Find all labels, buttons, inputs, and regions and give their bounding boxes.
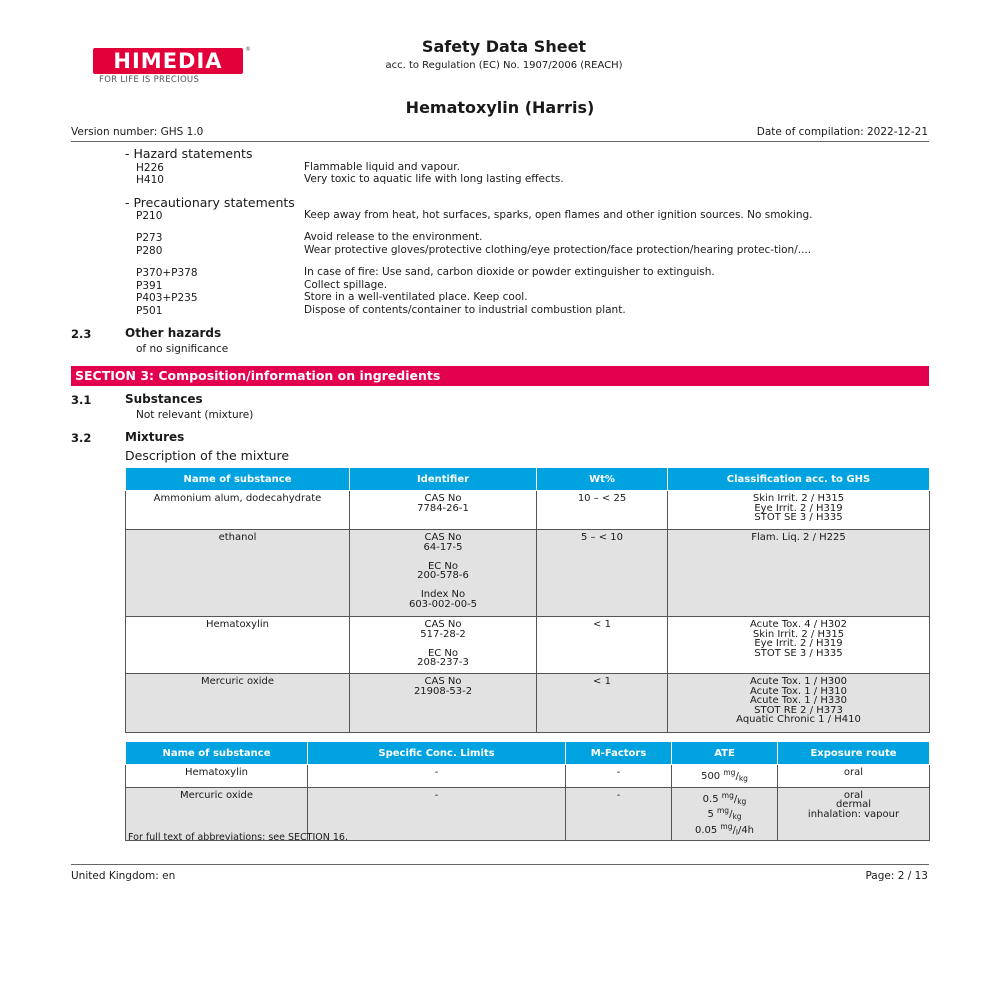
section-3-title: SECTION 3: Composition/information on ingredients: [75, 368, 441, 383]
column-header: Wt%: [537, 468, 668, 491]
precautionary-statements-heading: - Precautionary statements: [125, 195, 295, 210]
hazard-text: Flammable liquid and vapour.: [304, 161, 460, 173]
precaution-code: P210: [136, 210, 163, 222]
document-subtitle: acc. to Regulation (EC) No. 1907/2006 (REACH): [385, 60, 623, 71]
identifier-line: Index No: [420, 589, 466, 600]
classification-line: Eye Irrit. 2 / H319: [754, 638, 843, 649]
logo-tagline: FOR LIFE IS PRECIOUS: [99, 75, 200, 85]
column-header: Exposure route: [778, 742, 930, 765]
identifier-line: 64-17-5: [423, 541, 463, 553]
exposure-route-cell: [778, 765, 930, 788]
table-row: [126, 765, 930, 788]
version-number: Version number: GHS 1.0: [71, 126, 204, 138]
ate-suffix: /4h: [737, 824, 755, 836]
document-title: Safety Data Sheet: [421, 37, 587, 56]
table-row: [126, 530, 930, 617]
exposure-route: oral: [843, 789, 864, 801]
identifier-line: CAS No: [424, 619, 462, 630]
classification-line: STOT RE 2 / H373: [754, 704, 843, 716]
column-header: ATE: [672, 742, 778, 765]
compilation-date: Date of compilation: 2022-12-21: [756, 126, 928, 138]
classification-line: Eye Irrit. 2 / H319: [754, 502, 843, 514]
precaution-text: Collect spillage.: [304, 279, 388, 291]
classification-line: Acute Tox. 1 / H330: [750, 695, 847, 706]
ate-number: 0.5: [702, 793, 719, 805]
weight-percent-cell: < 1: [537, 674, 668, 733]
identifier-cell: [350, 530, 537, 617]
precaution-code: P403+P235: [136, 292, 198, 304]
mixture-description: Description of the mixture: [125, 448, 290, 463]
table-header-row: [126, 742, 930, 765]
other-hazards-text: of no significance: [136, 343, 229, 355]
substance-name-cell: ethanol: [126, 530, 350, 617]
hazard-code: H410: [136, 174, 164, 186]
ate-unit-numerator: mg: [717, 806, 730, 815]
precaution-text: Wear protective gloves/protective clothing/eye protection/face protection/hearing protec-tion/....: [304, 244, 812, 256]
identifier-cell: [350, 617, 537, 674]
identifier-line: EC No: [427, 560, 459, 572]
classification-line: Skin Irrit. 2 / H315: [752, 493, 845, 504]
precaution-text: Avoid release to the environment.: [304, 231, 483, 243]
table-header-row: [126, 468, 930, 491]
table-row: [126, 617, 930, 674]
identifier-line: CAS No: [424, 493, 462, 504]
ate-unit-numerator: mg: [720, 821, 733, 831]
conc-limits-cell: -: [308, 787, 566, 841]
identifier-line: 603-002-00-5: [408, 598, 478, 610]
table-row: [126, 491, 930, 530]
abbreviations-note: For full text of abbreviations: see SECTION 16.: [128, 832, 348, 843]
composition-table: [125, 468, 930, 733]
substance-name-cell: Ammonium alum, dodecahydrate: [126, 491, 350, 530]
weight-percent-cell: 10 – < 25: [537, 491, 668, 530]
ate-value: 5 $^{mg}/_{kg}$: [707, 806, 742, 821]
substances-text: Not relevant (mixture): [136, 409, 254, 421]
header-divider: [71, 141, 929, 142]
ate-unit-denominator: l: [735, 827, 738, 837]
precaution-code: P391: [136, 280, 163, 292]
ate-unit-denominator: kg: [738, 774, 748, 783]
substance-name-cell: Hematoxylin: [126, 765, 308, 788]
classification-cell: [668, 617, 930, 674]
precaution-text: Keep away from heat, hot surfaces, sparks, open flames and other ignition sources. No smoking.: [304, 209, 813, 221]
column-header: Name of substance: [126, 468, 350, 491]
exposure-route: dermal: [835, 799, 872, 810]
logo-registered-mark: ®: [245, 46, 251, 53]
classification-line: Skin Irrit. 2 / H315: [752, 628, 845, 640]
m-factors-cell: -: [566, 787, 672, 841]
identifier-line: CAS No: [424, 532, 462, 543]
identifier-cell: [350, 491, 537, 530]
table-row: [126, 674, 930, 733]
ate-value: 0.5 $^{mg}/_{kg}$: [702, 790, 747, 806]
footer-page: Page: 2 / 13: [865, 870, 928, 882]
limits-table: [125, 742, 930, 841]
column-header: Specific Conc. Limits: [308, 742, 566, 765]
section-number: 3.1: [71, 393, 92, 407]
classification-line: STOT SE 3 / H335: [754, 512, 843, 523]
precaution-code: P280: [136, 245, 163, 257]
classification-line: Acute Tox. 1 / H310: [750, 685, 847, 697]
precaution-text: In case of fire: Use sand, carbon dioxide or powder extinguisher to extinguish.: [304, 266, 715, 278]
substance-name-cell: Hematoxylin: [126, 617, 350, 674]
section-number: 2.3: [71, 327, 92, 341]
ate-value: 500 $^{mg}/_{kg}$: [701, 768, 748, 783]
substance-name-cell: Mercuric oxide: [126, 674, 350, 733]
identifier-line: 200-578-6: [417, 570, 469, 581]
section-title: Substances: [125, 392, 203, 406]
ate-number: 0.05: [694, 824, 718, 836]
product-name: Hematoxylin (Harris): [405, 98, 595, 117]
ate-unit-numerator: mg: [723, 768, 736, 777]
precaution-code: P370+P378: [136, 267, 198, 279]
ate-cell: [672, 765, 778, 788]
column-header: Identifier: [350, 468, 537, 491]
hazard-code: H226: [136, 162, 164, 174]
logo-text: HIMEDIA: [113, 49, 223, 73]
precaution-text: Dispose of contents/container to industrial combustion plant.: [304, 304, 626, 316]
precaution-code: P501: [136, 305, 163, 317]
exposure-route-cell: [778, 787, 930, 841]
identifier-line: 208-237-3: [417, 657, 469, 668]
classification-cell: [668, 674, 930, 733]
footer-divider: [71, 864, 929, 865]
identifier-line: 21908-53-2: [413, 685, 473, 697]
weight-percent-cell: 5 – < 10: [537, 530, 668, 617]
classification-line: Flam. Liq. 2 / H225: [751, 532, 846, 543]
ate-cell: [672, 787, 778, 841]
exposure-route: oral: [843, 767, 864, 778]
identifier-line: 517-28-2: [420, 628, 466, 640]
column-header: Classification acc. to GHS: [668, 468, 930, 491]
identifier-line: EC No: [427, 647, 459, 659]
column-header: M-Factors: [566, 742, 672, 765]
substance-name-cell: Mercuric oxide: [126, 787, 308, 841]
column-header: Name of substance: [126, 742, 308, 765]
hazard-text: Very toxic to aquatic life with long lasting effects.: [304, 173, 564, 185]
classification-line: Acute Tox. 4 / H302: [750, 619, 847, 630]
classification-line: Acute Tox. 1 / H300: [750, 676, 847, 687]
section-title: Other hazards: [125, 326, 222, 340]
identifier-line: 7784-26-1: [417, 502, 469, 514]
identifier-cell: [350, 674, 537, 733]
section-title: Mixtures: [125, 430, 185, 444]
ate-number: 500: [701, 771, 721, 782]
m-factors-cell: -: [566, 765, 672, 788]
hazard-statements-heading: - Hazard statements: [125, 146, 253, 161]
precaution-code: P273: [136, 232, 163, 244]
section-3-banner: [71, 366, 929, 386]
identifier-line: CAS No: [424, 676, 462, 687]
exposure-route: inhalation: vapour: [807, 808, 900, 820]
ate-unit-numerator: mg: [721, 790, 734, 800]
conc-limits-cell: -: [308, 765, 566, 788]
himedia-logo: [93, 48, 253, 88]
classification-cell: [668, 491, 930, 530]
precaution-text: Store in a well-ventilated place. Keep cool.: [304, 291, 528, 303]
footer-country: United Kingdom: en: [71, 870, 176, 882]
ate-number: 5: [707, 809, 714, 820]
ate-unit-denominator: kg: [732, 812, 742, 821]
ate-value: 0.05 $^{mg}/_l/4h$: [694, 821, 755, 837]
classification-cell: [668, 530, 930, 617]
classification-line: STOT SE 3 / H335: [754, 647, 843, 659]
classification-line: Aquatic Chronic 1 / H410: [736, 714, 861, 725]
weight-percent-cell: < 1: [537, 617, 668, 674]
section-number: 3.2: [71, 431, 92, 445]
ate-unit-denominator: kg: [737, 796, 747, 806]
